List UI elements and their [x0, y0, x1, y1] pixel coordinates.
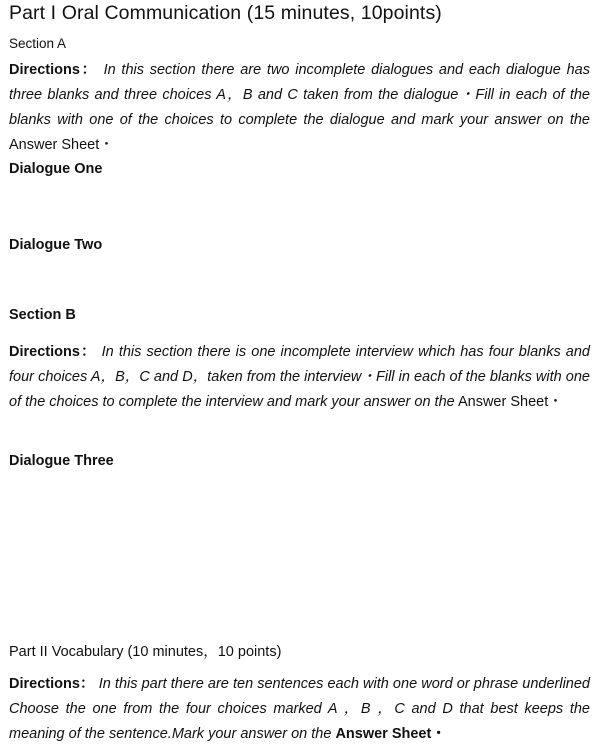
directions-text: In this part there are ten sentences each with one word or phrase underlined Choose the one from the four choices marked A ，B ，C and D that best keeps the meaning of the sentence.Mark your answer on the [9, 676, 590, 742]
section-a-label: Section A [9, 36, 67, 51]
directions-text: In this section there are two incomplete dialogues and each dialogue has three blanks and three choices A，B and C taken from the dialogue・Fill in each of the blanks with one of the choices to complete the dialogue and mark your answer on the [9, 62, 590, 128]
answer-sheet-ref: Answer Sheet・ [9, 137, 114, 153]
directions-label: Directions： [9, 676, 95, 692]
dialogue-two-heading: Dialogue Two [9, 237, 103, 253]
answer-sheet-ref: Answer Sheet・ [335, 726, 446, 742]
part2-title: Part II Vocabulary (10 minutes，10 points) [9, 644, 282, 660]
dialogue-three-heading: Dialogue Three [9, 453, 114, 469]
directions-label: Directions： [9, 62, 98, 78]
part1-title: Part I Oral Communication (15 minutes, 10points) [9, 2, 442, 24]
directions-text: In this section there is one incomplete interview which has four blanks and four choices A，B，C and D，taken from the interview・Fill in each of the blanks with one of the choices to complete the interview and mark your answer on the [9, 344, 590, 410]
part2-directions [9, 672, 590, 747]
answer-sheet-ref: Answer Sheet・ [457, 394, 563, 410]
section-a-directions [9, 58, 590, 158]
section-b-label: Section B [9, 307, 76, 323]
dialogue-one-heading: Dialogue One [9, 161, 103, 177]
directions-label: Directions： [9, 344, 97, 360]
section-b-directions [9, 340, 590, 415]
